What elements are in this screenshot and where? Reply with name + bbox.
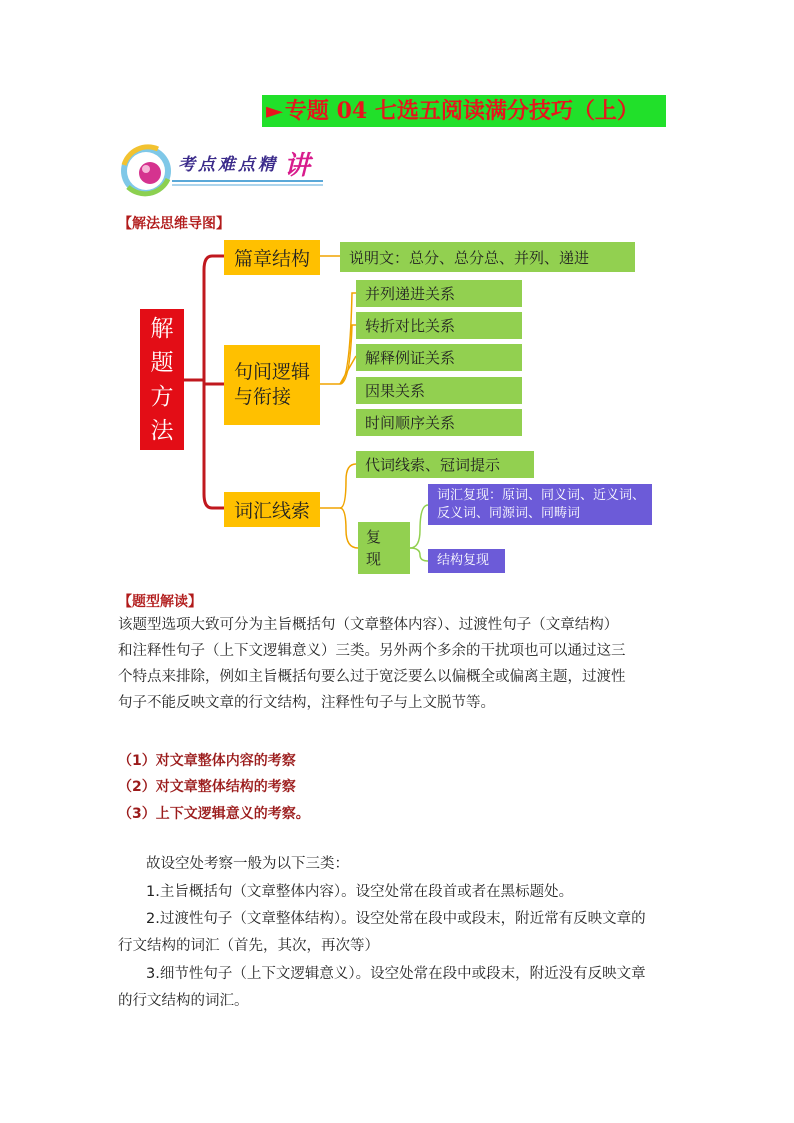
summary-line-5: 3.细节性句子（上下文逻辑意义）。设空处常在段中或段末，附近没有反映文章 — [146, 966, 646, 982]
summary-line-2: 1.主旨概括句（文章整体内容）。设空处常在段首或者在黑标题处。 — [146, 884, 574, 900]
vocab-leaf — [356, 451, 534, 478]
structure-leaf — [340, 242, 635, 272]
banner-text: 考点难点精 — [178, 155, 278, 175]
logic-leaf-4-text: 因果关系 — [365, 382, 426, 400]
banner-big-char: 讲 — [284, 151, 311, 181]
logic-leaf-2 — [356, 312, 522, 339]
point-3: （3）上下文逻辑意义的考察。 — [118, 806, 310, 822]
branch-structure — [224, 240, 320, 275]
mindmap-root — [140, 309, 184, 450]
structure-leaf-text: 说明文：总分、总分总、并列、递进 — [349, 248, 590, 267]
repeat-leaf-2 — [428, 549, 505, 573]
summary-line-1: 故设空处考察一般为以下三类： — [146, 856, 349, 872]
logic-leaf-3 — [356, 344, 522, 371]
logic-leaf-5 — [356, 409, 522, 436]
summary-line-6: 的行文结构的词汇。 — [118, 993, 249, 1009]
summary-line-3: 2.过渡性句子（文章整体结构）。设空处常在段中或段末，附近常有反映文章的 — [146, 911, 646, 927]
page-title-text: 专题 04 七选五阅读满分技巧（上） — [284, 98, 639, 124]
branch-logic-label: 句间逻辑与衔接 — [234, 361, 311, 408]
root-char-3: 方 — [150, 383, 174, 410]
logic-leaf-4 — [356, 377, 522, 404]
repeat-leaf-1 — [428, 484, 652, 525]
logic-leaf-5-text: 时间顺序关系 — [365, 414, 456, 432]
interpretation-line-3: 个特点来排除，例如主旨概括句要么过于宽泛要么以偏概全或偏离主题，过渡性 — [118, 669, 626, 685]
logic-leaf-2-text: 转折对比关系 — [365, 317, 456, 335]
branch-vocab — [224, 492, 320, 527]
repeat-leaf-2-text: 结构复现 — [437, 553, 490, 568]
root-char-2: 题 — [150, 349, 174, 376]
repeat-leaf-1-text: 词汇复现：原词、同义词、近义词、反义词、同源词、同畴词 — [437, 487, 646, 521]
branch-logic — [224, 345, 320, 425]
point-2: （2）对文章整体结构的考察 — [118, 779, 296, 795]
repeat-node-label: 复现 — [366, 528, 382, 568]
repeat-node — [358, 522, 410, 574]
summary-line-4: 行文结构的词汇（首先，其次，再次等） — [118, 938, 379, 954]
vocab-leaf-text: 代词线索、冠词提示 — [365, 456, 501, 474]
branch-vocab-label: 词汇线索 — [233, 500, 310, 522]
interpretation-line-4: 句子不能反映文章的行文结构，注释性句子与上文脱节等。 — [118, 695, 495, 711]
branch-structure-label: 篇章结构 — [233, 248, 310, 270]
root-char-4: 法 — [150, 417, 174, 444]
interpretation-section-label: 【题型解读】 — [118, 594, 202, 610]
logic-leaf-1 — [356, 280, 522, 307]
logic-leaf-3-text: 解释例证关系 — [365, 349, 456, 367]
point-1: （1）对文章整体内容的考察 — [118, 753, 296, 769]
mindmap-section-label: 【解法思维导图】 — [118, 216, 230, 232]
interpretation-line-1: 该题型选项大致可分为主旨概括句（文章整体内容）、过渡性句子（文章结构） — [118, 617, 619, 633]
arrow-icon: ► — [266, 98, 283, 124]
logic-leaf-1-text: 并列递进关系 — [365, 285, 456, 303]
interpretation-line-2: 和注释性句子（上下文逻辑意义）三类。另外两个多余的干扰项也可以通过这三 — [118, 643, 626, 659]
root-char-1: 解 — [150, 315, 174, 342]
